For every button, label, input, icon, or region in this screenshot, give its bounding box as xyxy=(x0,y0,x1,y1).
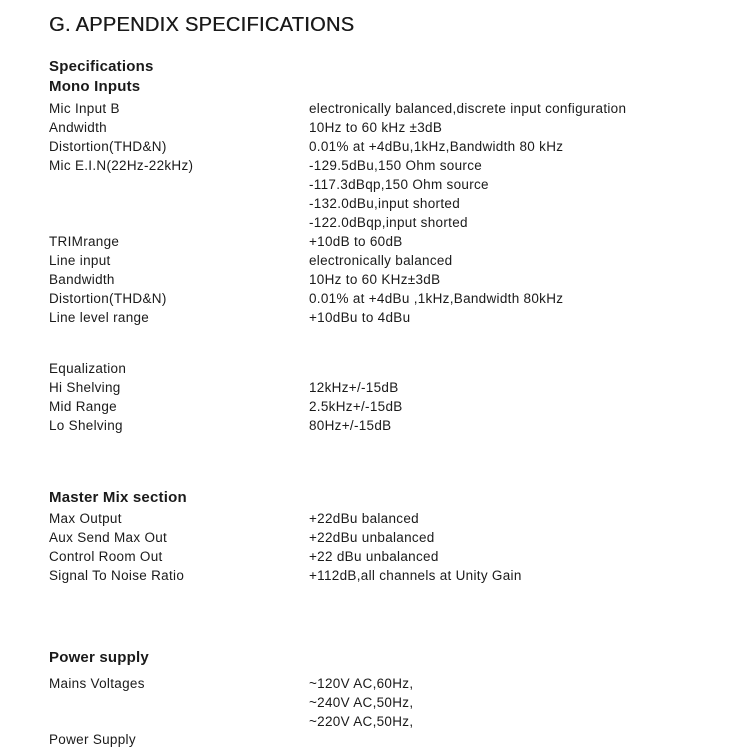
spec-label: Mic E.I.N(22Hz-22kHz) xyxy=(49,158,194,173)
spec-value: 10Hz to 60 kHz ±3dB xyxy=(309,120,443,135)
spec-value: ~240V AC,50Hz, xyxy=(309,695,414,710)
spec-label: Equalization xyxy=(49,361,127,376)
spec-label: Mid Range xyxy=(49,399,117,414)
page-title: G. APPENDIX SPECIFICATIONS xyxy=(49,14,355,36)
heading-specifications: Specifications xyxy=(49,58,154,75)
spec-value: -132.0dBu,input shorted xyxy=(309,196,461,211)
spec-value: -117.3dBqp,150 Ohm source xyxy=(309,177,489,192)
spec-label: Aux Send Max Out xyxy=(49,530,168,545)
spec-value: ~120V AC,60Hz, xyxy=(309,676,414,691)
spec-label: Line level range xyxy=(49,310,150,325)
spec-value: 12kHz+/-15dB xyxy=(309,380,399,395)
spec-value: +22 dBu unbalanced xyxy=(309,549,439,564)
spec-label: Hi Shelving xyxy=(49,380,121,395)
spec-label: Mic Input B xyxy=(49,101,120,116)
spec-label: Mains Voltages xyxy=(49,676,145,691)
heading-mono-inputs: Mono Inputs xyxy=(49,78,141,95)
spec-label: Power Supply xyxy=(49,732,136,747)
spec-value: +22dBu balanced xyxy=(309,511,419,526)
spec-value: -122.0dBqp,input shorted xyxy=(309,215,468,230)
spec-label: Max Output xyxy=(49,511,122,526)
spec-value: 0.01% at +4dBu ,1kHz,Bandwidth 80kHz xyxy=(309,291,564,306)
spec-label: Control Room Out xyxy=(49,549,163,564)
spec-label: Signal To Noise Ratio xyxy=(49,568,185,583)
spec-value: -129.5dBu,150 Ohm source xyxy=(309,158,483,173)
spec-label: Distortion(THD&N) xyxy=(49,291,167,306)
spec-value: 0.01% at +4dBu,1kHz,Bandwidth 80 kHz xyxy=(309,139,564,154)
spec-label: Lo Shelving xyxy=(49,418,123,433)
spec-value: +112dB,all channels at Unity Gain xyxy=(309,568,522,583)
spec-value: electronically balanced,discrete input configuration xyxy=(309,101,627,116)
spec-value: 10Hz to 60 KHz±3dB xyxy=(309,272,441,287)
spec-label: Bandwidth xyxy=(49,272,115,287)
heading-master-mix: Master Mix section xyxy=(49,489,187,506)
heading-power-supply: Power supply xyxy=(49,649,149,666)
spec-value: electronically balanced xyxy=(309,253,453,268)
spec-value: ~220V AC,50Hz, xyxy=(309,714,414,729)
spec-label: Andwidth xyxy=(49,120,107,135)
spec-value: 80Hz+/-15dB xyxy=(309,418,392,433)
spec-value: +10dB to 60dB xyxy=(309,234,403,249)
spec-label: Line input xyxy=(49,253,111,268)
spec-value: +10dBu to 4dBu xyxy=(309,310,411,325)
spec-label: Distortion(THD&N) xyxy=(49,139,167,154)
spec-label: TRIMrange xyxy=(49,234,120,249)
spec-value: 2.5kHz+/-15dB xyxy=(309,399,403,414)
spec-value: +22dBu unbalanced xyxy=(309,530,435,545)
